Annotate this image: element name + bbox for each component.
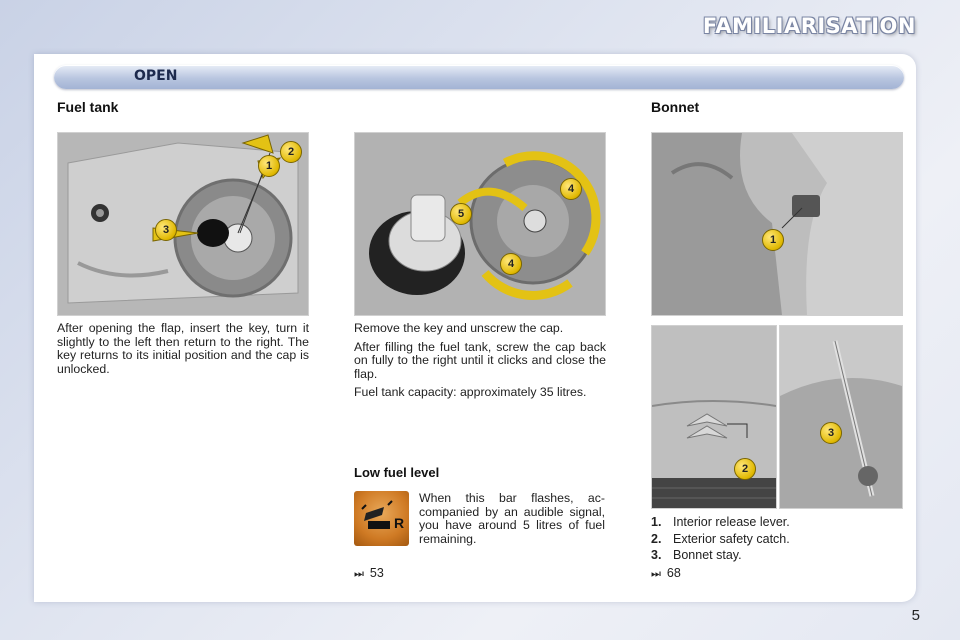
fuel-tank-heading: Fuel tank [57,99,119,115]
fast-forward-icon: ⏭ [354,568,364,580]
bonnet-catch-photo [651,325,777,509]
callout-2-4b: 4 [500,253,522,275]
bonnet-lever-photo [651,132,903,316]
low-fuel-heading: Low fuel level [354,465,440,480]
content-panel [34,54,916,602]
legend-num: 3. [651,548,662,562]
bonnet-stay-illustration [780,326,902,508]
bonnet-legend [651,514,790,564]
fuel-tank-text-col1 [57,322,309,381]
legend-text: Exterior safety catch. [673,531,790,546]
legend-num: 2. [651,531,662,546]
callout-4-3: 3 [820,422,842,444]
bonnet-lever-illustration [652,133,902,315]
fuel-tank-paragraph-2: Remove the key and unscrew the cap. [354,321,564,335]
callout-1-2: 2 [280,141,302,163]
fuel-cap-illustration [355,133,605,315]
callout-1-3: 3 [155,219,177,241]
legend-item [651,514,790,531]
low-fuel-text [419,492,605,551]
callout-3-1: 1 [762,229,784,251]
fuel-tank-text-col2 [354,322,606,405]
bonnet-heading: Bonnet [651,99,700,115]
legend-item [651,531,790,548]
fuel-tank-paragraph-3: After filling the fuel tank, screw the cap back on fully to the right until it clicks and close the flap. [354,339,606,381]
legend-text: Bonnet stay. [673,548,742,562]
legend-num: 1. [651,515,662,529]
fast-forward-icon: ⏭ [651,568,661,580]
callout-2-4a: 4 [560,178,582,200]
fuel-tank-paragraph-1: After opening the flap, insert the key, turn it slightly to the left then return to the right. The key returns to its initial position and the cap is unlocked. [57,321,309,376]
section-bar [54,65,904,89]
page-number: 5 [911,607,920,624]
legend-item [651,547,790,564]
fuel-flap-photo [57,132,309,316]
low-fuel-page-ref[interactable] [354,566,384,581]
page-title: FAMILIARISATION [702,14,916,38]
callout-2-5: 5 [450,203,472,225]
low-fuel-ref-page: 53 [369,566,384,580]
legend-text: Interior release lever. [673,515,790,529]
bonnet-stay-photo [779,325,903,509]
low-fuel-warning-icon [354,491,409,546]
bonnet-ref-page: 68 [666,566,681,580]
section-title: OPEN [134,68,178,84]
fuel-tank-paragraph-4: Fuel tank capacity: approximately 35 litres. [354,385,587,400]
fuel-cap-photo [354,132,606,316]
bonnet-catch-illustration [652,326,776,508]
bonnet-page-ref[interactable] [651,566,681,581]
low-fuel-paragraph: When this bar flashes, ac-companied by an audible signal, you have around 5 litres of fuel remaining. [419,491,605,546]
callout-1-1: 1 [258,155,280,177]
reserve-letter: R [394,515,405,531]
callout-4-2: 2 [734,458,756,480]
